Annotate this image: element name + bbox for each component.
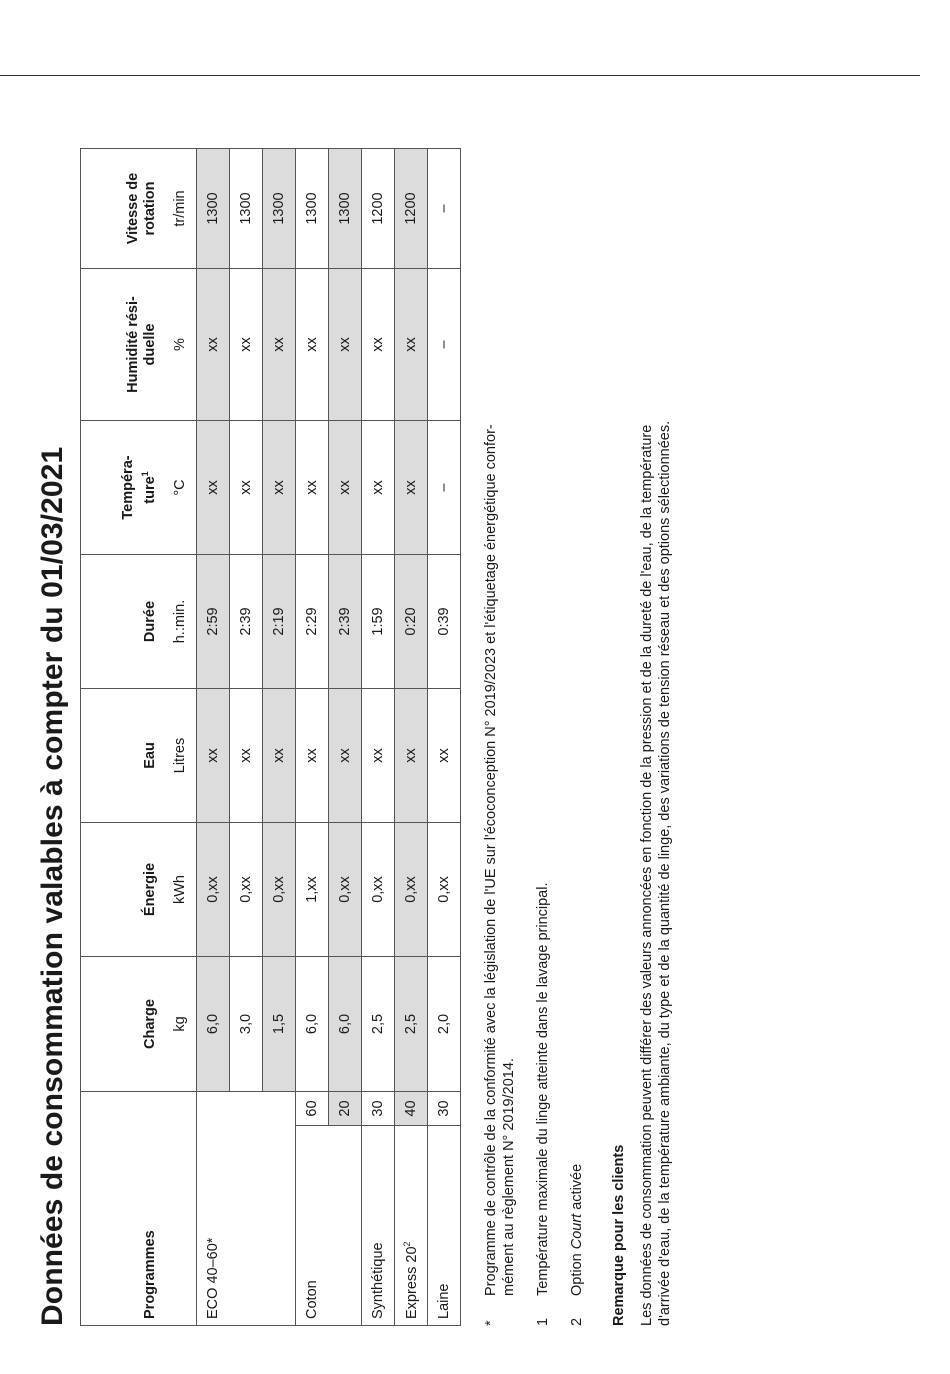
col-header-programmes: Programmes — [81, 1092, 164, 1326]
unit-charge: kg — [163, 957, 197, 1092]
remark-text: Les données de consommation peuvent différer des valeurs annoncées en fonction de la pression et de la dureté de l'eau, de la température d'arrivée d'eau, de la température ambiante, du type et de la quantité de linge, des variations de tension réseau et des options sélectionnées. — [639, 420, 673, 1326]
footnote: 2 Option Court activée — [569, 1163, 585, 1326]
unit-vitesse: tr/min — [163, 149, 197, 269]
table-row: Laine 30 2,0 0,xx xx 0:39 – – – — [428, 149, 461, 1326]
table-row: Express $20^2$ 40 2,5 0,xx xx 0:20 xx xx 1200 — [395, 149, 428, 1326]
footnote: * Programme de contrôle de la conformité avec la législation de l'UE sur l'écoconception N° 2019/2023 et l'étiquetage énergétique confor- mément au règlement N° 2019/2014. — [483, 424, 517, 1326]
table-row: Coton 60 6,0 1,xx xx 2:29 xx xx 1300 — [296, 149, 329, 1326]
table-row: ECO 40–60* 6,0 0,xx xx 2:59 xx xx 1300 — [197, 149, 230, 1326]
table-row: Synthétique 30 2,5 0,xx xx 1:59 xx xx 1200 — [362, 149, 395, 1326]
col-header-vitesse: Vitesse de rotation — [81, 149, 164, 269]
programme-temp: 30 — [362, 1092, 395, 1126]
unit-eau: Litres — [163, 689, 197, 823]
programme-temp: 60 — [296, 1092, 329, 1126]
table-row: 1,5 0,xx xx 2:19 xx xx 1300 — [263, 149, 296, 1326]
page-title: Données de consommation valables à compter du 01/03/2021 — [36, 446, 69, 1326]
programme-name: ECO 40–60* — [197, 1092, 230, 1326]
programme-temp: 20 — [329, 1092, 362, 1126]
unit-humidite: % — [163, 269, 197, 421]
unit-duree: h.:min. — [163, 555, 197, 689]
footnote-mark: 2 — [569, 1317, 585, 1326]
footnote-mark: * — [483, 1320, 499, 1326]
units-row — [163, 149, 197, 1326]
header-row — [81, 149, 164, 1326]
col-header-humidite: Humidité rési- duelle — [81, 269, 164, 421]
programme-temp: 40 — [395, 1092, 428, 1126]
col-header-charge: Charge — [81, 957, 164, 1092]
programme-name: Synthétique — [362, 1126, 395, 1326]
unit-temperature: °C — [163, 421, 197, 555]
footnote-mark: 1 — [535, 1317, 551, 1326]
programme-name: Coton — [296, 1126, 329, 1326]
remark-heading: Remarque pour les clients — [611, 1144, 627, 1326]
col-header-energie: Énergie — [81, 823, 164, 957]
programme-temp: 30 — [428, 1092, 461, 1126]
unit-energie: kWh — [163, 823, 197, 957]
footnotes — [482, 86, 674, 1326]
col-header-temperature: Tempéra- ture$^1$ — [81, 421, 164, 555]
col-header-eau: Eau — [81, 689, 164, 823]
consumption-table — [80, 148, 461, 1326]
table-row: 20 6,0 0,xx xx 2:39 xx xx 1300 — [329, 149, 362, 1326]
programme-name: Laine — [428, 1126, 461, 1326]
col-header-duree: Durée — [81, 555, 164, 689]
programme-name: Express $20^2$ — [395, 1126, 428, 1326]
footnote: 1 Température maximale du linge atteinte dans le lavage principal. — [535, 882, 551, 1326]
table-row: 3,0 0,xx xx 2:39 xx xx 1300 — [230, 149, 263, 1326]
